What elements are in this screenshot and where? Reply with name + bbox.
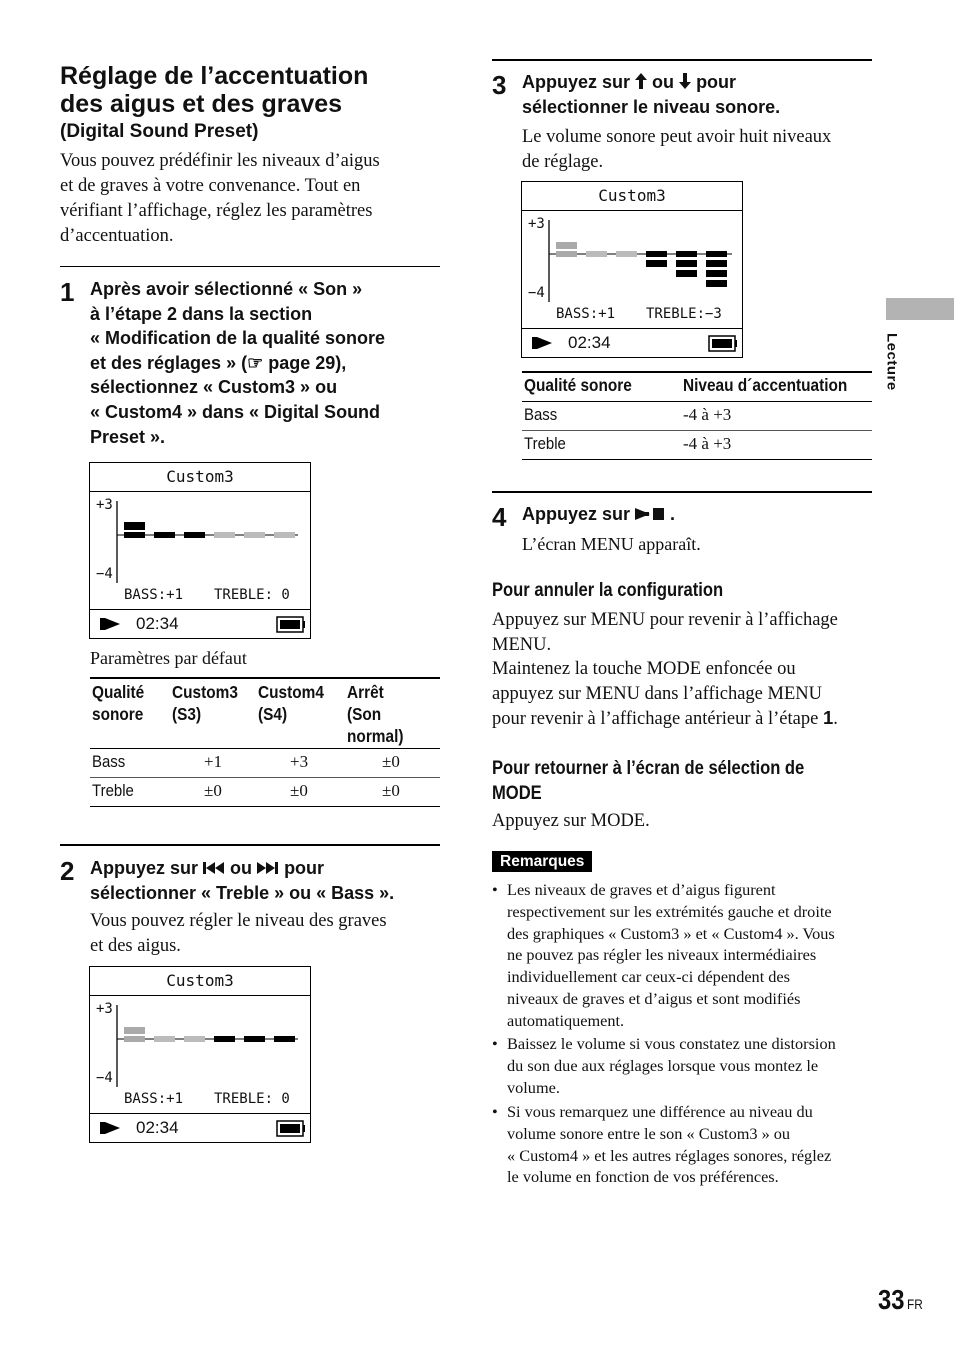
step2-text-a: Appuyez sur [90, 858, 204, 878]
remark-line: des graphiques « Custom3 » et « Custom4 ». Vous [507, 923, 835, 943]
lcd-screen-2 [89, 966, 311, 1143]
header-line: Custom4 [258, 682, 324, 702]
step1-line: Preset ». [90, 426, 166, 447]
table2-cell: -4 à +3 [683, 434, 732, 453]
table2-row-label: Bass [524, 405, 558, 424]
lcd-status-bar [90, 609, 310, 639]
step3-line-2: sélectionner le niveau sonore. [522, 96, 781, 117]
battery-icon [276, 616, 306, 634]
step3-line-1 [522, 70, 780, 95]
remark-item-2 [492, 1033, 872, 1098]
remarks-label-text: Remarques [500, 853, 585, 870]
step2-body-line: Vous pouvez régler le niveau des graves [90, 911, 387, 931]
title-line-2: des aigus et des graves [60, 90, 343, 118]
remark-line: volume sonore entre le son « Custom3 » ou [507, 1123, 791, 1143]
table2-header-quality: Qualité sonore [524, 375, 632, 395]
table1-cell: ±0 [290, 781, 308, 800]
step1-line: et des réglages » (☞ page 29), [90, 352, 347, 373]
table1-cell: ±0 [382, 752, 400, 771]
cancel-line: appuyez sur MENU dans l’affichage MENU [492, 683, 822, 704]
step2-line-1 [90, 856, 394, 881]
cancel-line: Maintenez la touche MODE enfoncée ou [492, 659, 796, 680]
battery-icon [276, 1120, 306, 1138]
remark-line: le volume en fonction de vos préférences. [507, 1167, 779, 1187]
intro-paragraph [60, 149, 380, 249]
play-stop-icon [635, 507, 665, 521]
up-arrow-icon [635, 73, 647, 89]
step1-line: « Custom4 » dans « Digital Sound [90, 401, 381, 422]
lcd-top-level: +3 [96, 497, 113, 513]
intro-line: Vous pouvez prédéfinir les niveaux d’aigus [60, 151, 380, 171]
table1-header-rule [90, 748, 440, 749]
table1-top-rule [90, 677, 440, 679]
step2-number: 2 [60, 856, 75, 886]
mode-heading-line: MODE [492, 781, 542, 804]
cancel-last-punct: . [833, 709, 838, 730]
page-number [878, 1284, 923, 1316]
mode-body: Appuyez sur MODE. [492, 811, 650, 831]
remark-item-1 [492, 879, 872, 1032]
table1-header-custom4 [258, 681, 324, 725]
mode-heading-line: Pour retourner à l’écran de sélection de [492, 757, 805, 779]
title-line-1: Réglage de l’accentuation [60, 62, 369, 90]
step4-rule [492, 491, 872, 493]
lcd-bass-value: BASS:+1 [124, 1091, 184, 1107]
lcd-bottom-level: −4 [528, 285, 545, 301]
step1-text [90, 277, 385, 449]
lcd-time: 02:34 [568, 333, 611, 352]
remarks-label [492, 851, 592, 872]
intro-line: vérifiant l’affichage, réglez les paramètres [60, 201, 373, 221]
header-line: Qualité [92, 682, 145, 702]
lcd-screen-1 [89, 462, 311, 639]
battery-icon [708, 335, 738, 353]
bullet-icon: • [492, 1034, 498, 1053]
step3-text [522, 70, 780, 119]
cancel-heading: Pour annuler la configuration [492, 579, 724, 601]
play-icon [100, 1120, 122, 1136]
lcd-status-bar [90, 1113, 310, 1143]
default-params-caption: Paramètres par défaut [90, 648, 247, 668]
header-line: (Son [347, 704, 382, 724]
step3-text-c: pour [696, 72, 737, 92]
lcd-bass-value: BASS:+1 [124, 587, 184, 603]
table1-header-custom3 [172, 681, 238, 725]
table1-cell: +1 [204, 752, 223, 771]
cancel-line: MENU. [492, 634, 552, 655]
section-tab-bar [886, 298, 954, 320]
lcd-time: 02:34 [136, 1118, 179, 1137]
lcd-bottom-level: −4 [96, 1070, 113, 1086]
step4-text-a: Appuyez sur [522, 504, 636, 524]
lcd-time: 02:34 [136, 614, 179, 633]
remark-item-3 [492, 1101, 872, 1188]
step3-body [522, 125, 831, 175]
step2-body-line: et des aigus. [90, 936, 181, 956]
table1-header-normal [347, 681, 403, 747]
step3-body-line: de réglage. [522, 152, 604, 172]
table1-cell: ±0 [382, 781, 400, 800]
lcd-title: Custom3 [522, 182, 742, 211]
step3-text-a: Appuyez sur [522, 72, 636, 92]
table1-header-quality [92, 681, 144, 725]
step4-text [522, 502, 675, 527]
table1-row-label: Treble [92, 781, 134, 800]
lcd-top-level: +3 [528, 216, 545, 232]
table2-bottom-rule [522, 459, 872, 460]
header-line: Custom3 [172, 682, 238, 702]
intro-line: et de graves à votre convenance. Tout en [60, 176, 361, 196]
next-track-icon [257, 861, 279, 875]
step4-body: L’écran MENU apparaît. [522, 534, 701, 554]
step1-line: « Modification de la qualité sonore [90, 328, 386, 349]
page-lang: FR [907, 1296, 923, 1312]
remark-line: niveaux de graves et d’aigus et sont modifiés [507, 988, 801, 1008]
step1-line: Après avoir sélectionné « Son » [90, 279, 363, 299]
header-line: Arrêt [347, 682, 384, 702]
remark-line: ne pouvez pas régler les niveaux intermédiaires [507, 945, 817, 965]
table1-cell: +3 [290, 752, 309, 771]
lcd-treble-value: TREBLE:−3 [646, 306, 722, 322]
cancel-body [492, 608, 838, 732]
step1-line: sélectionnez « Custom3 » ou [90, 377, 338, 398]
remark-line: automatiquement. [507, 1010, 625, 1030]
bullet-icon: • [492, 880, 498, 899]
step4-text-b: . [670, 504, 676, 524]
page-title [60, 62, 368, 118]
cancel-line-last [492, 706, 838, 732]
step1-rule [60, 266, 440, 267]
down-arrow-icon [679, 73, 691, 89]
page-number-value: 33 [878, 1284, 905, 1315]
lcd-treble-value: TREBLE: 0 [214, 1091, 290, 1107]
section-tab-label: Lecture [883, 333, 899, 391]
step2-rule [60, 844, 440, 846]
lcd-treble-value: TREBLE: 0 [214, 587, 290, 603]
remark-line: du son due aux réglages lorsque vous montez le [507, 1055, 819, 1075]
table2-header-level: Niveau d´accentuation [683, 375, 848, 395]
header-line: (S3) [172, 704, 202, 724]
remark-line: volume. [507, 1077, 560, 1097]
step1-number: 1 [60, 277, 75, 307]
remark-line: Si vous remarquez une différence au niveau du [507, 1102, 813, 1121]
step2-body [90, 909, 387, 959]
step2-text-b: ou [230, 858, 258, 878]
header-line: sonore [92, 704, 144, 724]
step3-rule [492, 59, 872, 61]
lcd-bass-value: BASS:+1 [556, 306, 616, 322]
lcd-status-bar [522, 328, 742, 358]
lcd-title: Custom3 [90, 967, 310, 996]
cancel-step-ref: 1 [822, 707, 834, 729]
step3-text-b: ou [652, 72, 680, 92]
header-line: (S4) [258, 704, 288, 724]
lcd-screen-3 [521, 181, 743, 358]
table2-header-rule [522, 401, 872, 402]
play-icon [532, 335, 554, 351]
step2-text-c: pour [284, 858, 325, 878]
remark-line: « Custom4 » et les autres réglages sonores, réglez [507, 1145, 832, 1165]
lcd-bottom-level: −4 [96, 566, 113, 582]
mode-heading [492, 756, 804, 805]
bullet-icon: • [492, 1102, 498, 1121]
lcd-title: Custom3 [90, 463, 310, 492]
remark-line: individuellement car ceux-ci dépendent des [507, 967, 790, 987]
lcd-top-level: +3 [96, 1001, 113, 1017]
table1-bottom-rule [90, 806, 440, 807]
play-icon [100, 616, 122, 632]
table2-cell: -4 à +3 [683, 405, 732, 424]
intro-line: d’accentuation. [60, 226, 174, 246]
step3-number: 3 [492, 70, 507, 100]
table1-row-rule [90, 777, 440, 778]
remark-line: Les niveaux de graves et d’aigus figurent [507, 880, 776, 899]
step4-number: 4 [492, 502, 507, 532]
previous-track-icon [203, 861, 225, 875]
cancel-last-text: pour revenir à l’affichage antérieur à l’étape [492, 709, 823, 730]
table2-top-rule [522, 371, 872, 373]
step2-text [90, 856, 394, 905]
cancel-line: Appuyez sur MENU pour revenir à l’affichage [492, 610, 838, 630]
table2-row-label: Treble [524, 434, 566, 453]
step2-line-2: sélectionner « Treble » ou « Bass ». [90, 882, 395, 903]
remark-line: respectivement sur les extrémités gauche et droite [507, 901, 832, 921]
step1-line: à l’étape 2 dans la section [90, 303, 313, 324]
table2-row-rule [522, 430, 872, 431]
header-line: normal) [347, 726, 404, 746]
remark-line: Baissez le volume si vous constatez une distorsion [507, 1034, 836, 1053]
step3-body-line: Le volume sonore peut avoir huit niveaux [522, 127, 832, 147]
table1-cell: ±0 [204, 781, 222, 800]
page-subtitle: (Digital Sound Preset) [60, 121, 259, 142]
table1-row-label: Bass [92, 752, 126, 771]
